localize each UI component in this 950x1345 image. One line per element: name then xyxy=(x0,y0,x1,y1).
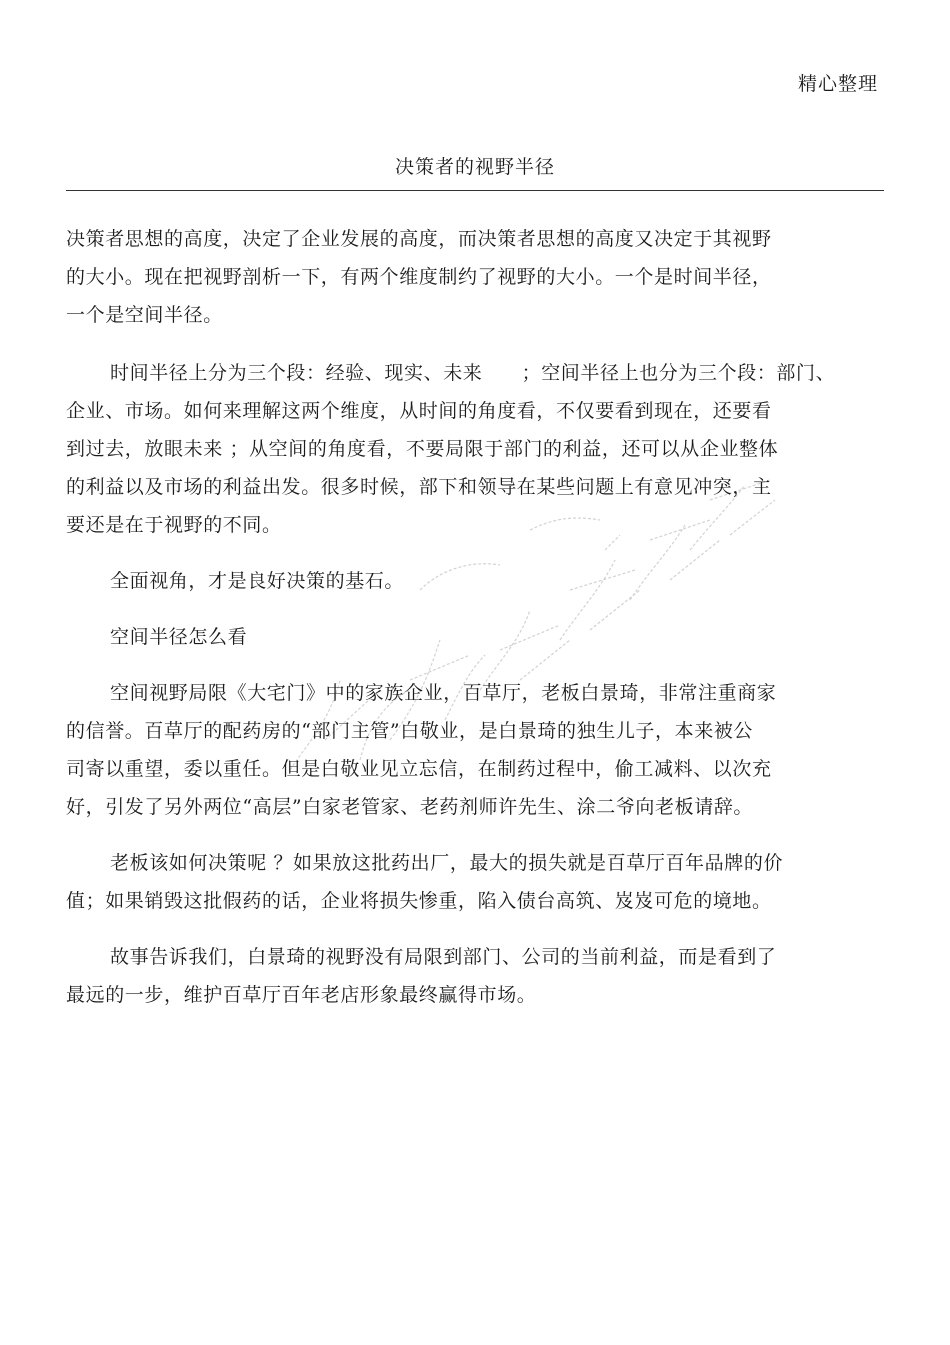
paragraph-story xyxy=(66,674,856,826)
text-line: 最远的一步，维护百草厅百年老店形象最终赢得市场。 xyxy=(66,984,537,1006)
text-line: 要还是在于视野的不同。 xyxy=(66,514,282,536)
paragraph-intro xyxy=(66,220,856,334)
paragraph-time-space xyxy=(66,354,856,544)
text-line: 一个是空间半径。 xyxy=(66,304,223,326)
header-note: 精心整理 xyxy=(797,73,878,95)
text-line: 全面视角，才是良好决策的基石。 xyxy=(110,570,405,592)
text-line: 决策者思想的高度，决定了企业发展的高度，而决策者思想的高度又决定于其视野 xyxy=(66,228,772,250)
text-line: 老板该如何决策呢 ？如果放这批药出厂，最大的损失就是百草厅百年品牌的价 xyxy=(110,852,784,874)
text-line: 值；如果销毁这批假药的话，企业将损失惨重，陷入债台高筑、岌岌可危的境地。 xyxy=(66,890,772,912)
text-line: 的信誉。百草厅的配药房的“部门主管”白敬业，是白景琦的独生儿子，本来被公 xyxy=(66,720,754,742)
paragraph-decision xyxy=(66,844,856,920)
text-line: 空间视野局限《大宅门》中的家族企业，百草厅，老板白景琦，非常注重商家 xyxy=(110,682,777,704)
text-line: 空间半径怎么看 xyxy=(110,626,248,648)
title-divider xyxy=(66,190,884,191)
text-line: 企业、市场。如何来理解这两个维度，从时间的角度看，不仅要看到现在，还要看 xyxy=(66,400,772,422)
document-title: 决策者的视野半径 xyxy=(394,156,555,178)
text-line: 故事告诉我们，白景琦的视野没有局限到部门、公司的当前利益，而是看到了 xyxy=(110,946,777,968)
text-line: 司寄以重望，委以重任。但是白敬业见立忘信，在制药过程中，偷工减料、以次充 xyxy=(66,758,772,780)
document-body xyxy=(66,220,856,1032)
text-line: 的利益以及市场的利益出发。很多时候，部下和领导在某些问题上有意见冲突，主 xyxy=(66,476,772,498)
paragraph-perspective xyxy=(66,562,856,600)
text-line: 好，引发了另外两位“高层”白家老管家、老药剂师许先生、涂二爷向老板请辞。 xyxy=(66,796,754,818)
section-heading xyxy=(66,618,856,656)
paragraph-conclusion xyxy=(66,938,856,1014)
text-line: 到过去，放眼未来 ；从空间的角度看，不要局限于部门的利益，还可以从企业整体 xyxy=(66,438,779,460)
text-line: 时间半径上分为三个段：经验、现实、未来 ；空间半径上也分为三个段：部门、 xyxy=(110,362,836,384)
text-line: 的大小。现在把视野剖析一下，有两个维度制约了视野的大小。一个是时间半径， xyxy=(66,266,772,288)
